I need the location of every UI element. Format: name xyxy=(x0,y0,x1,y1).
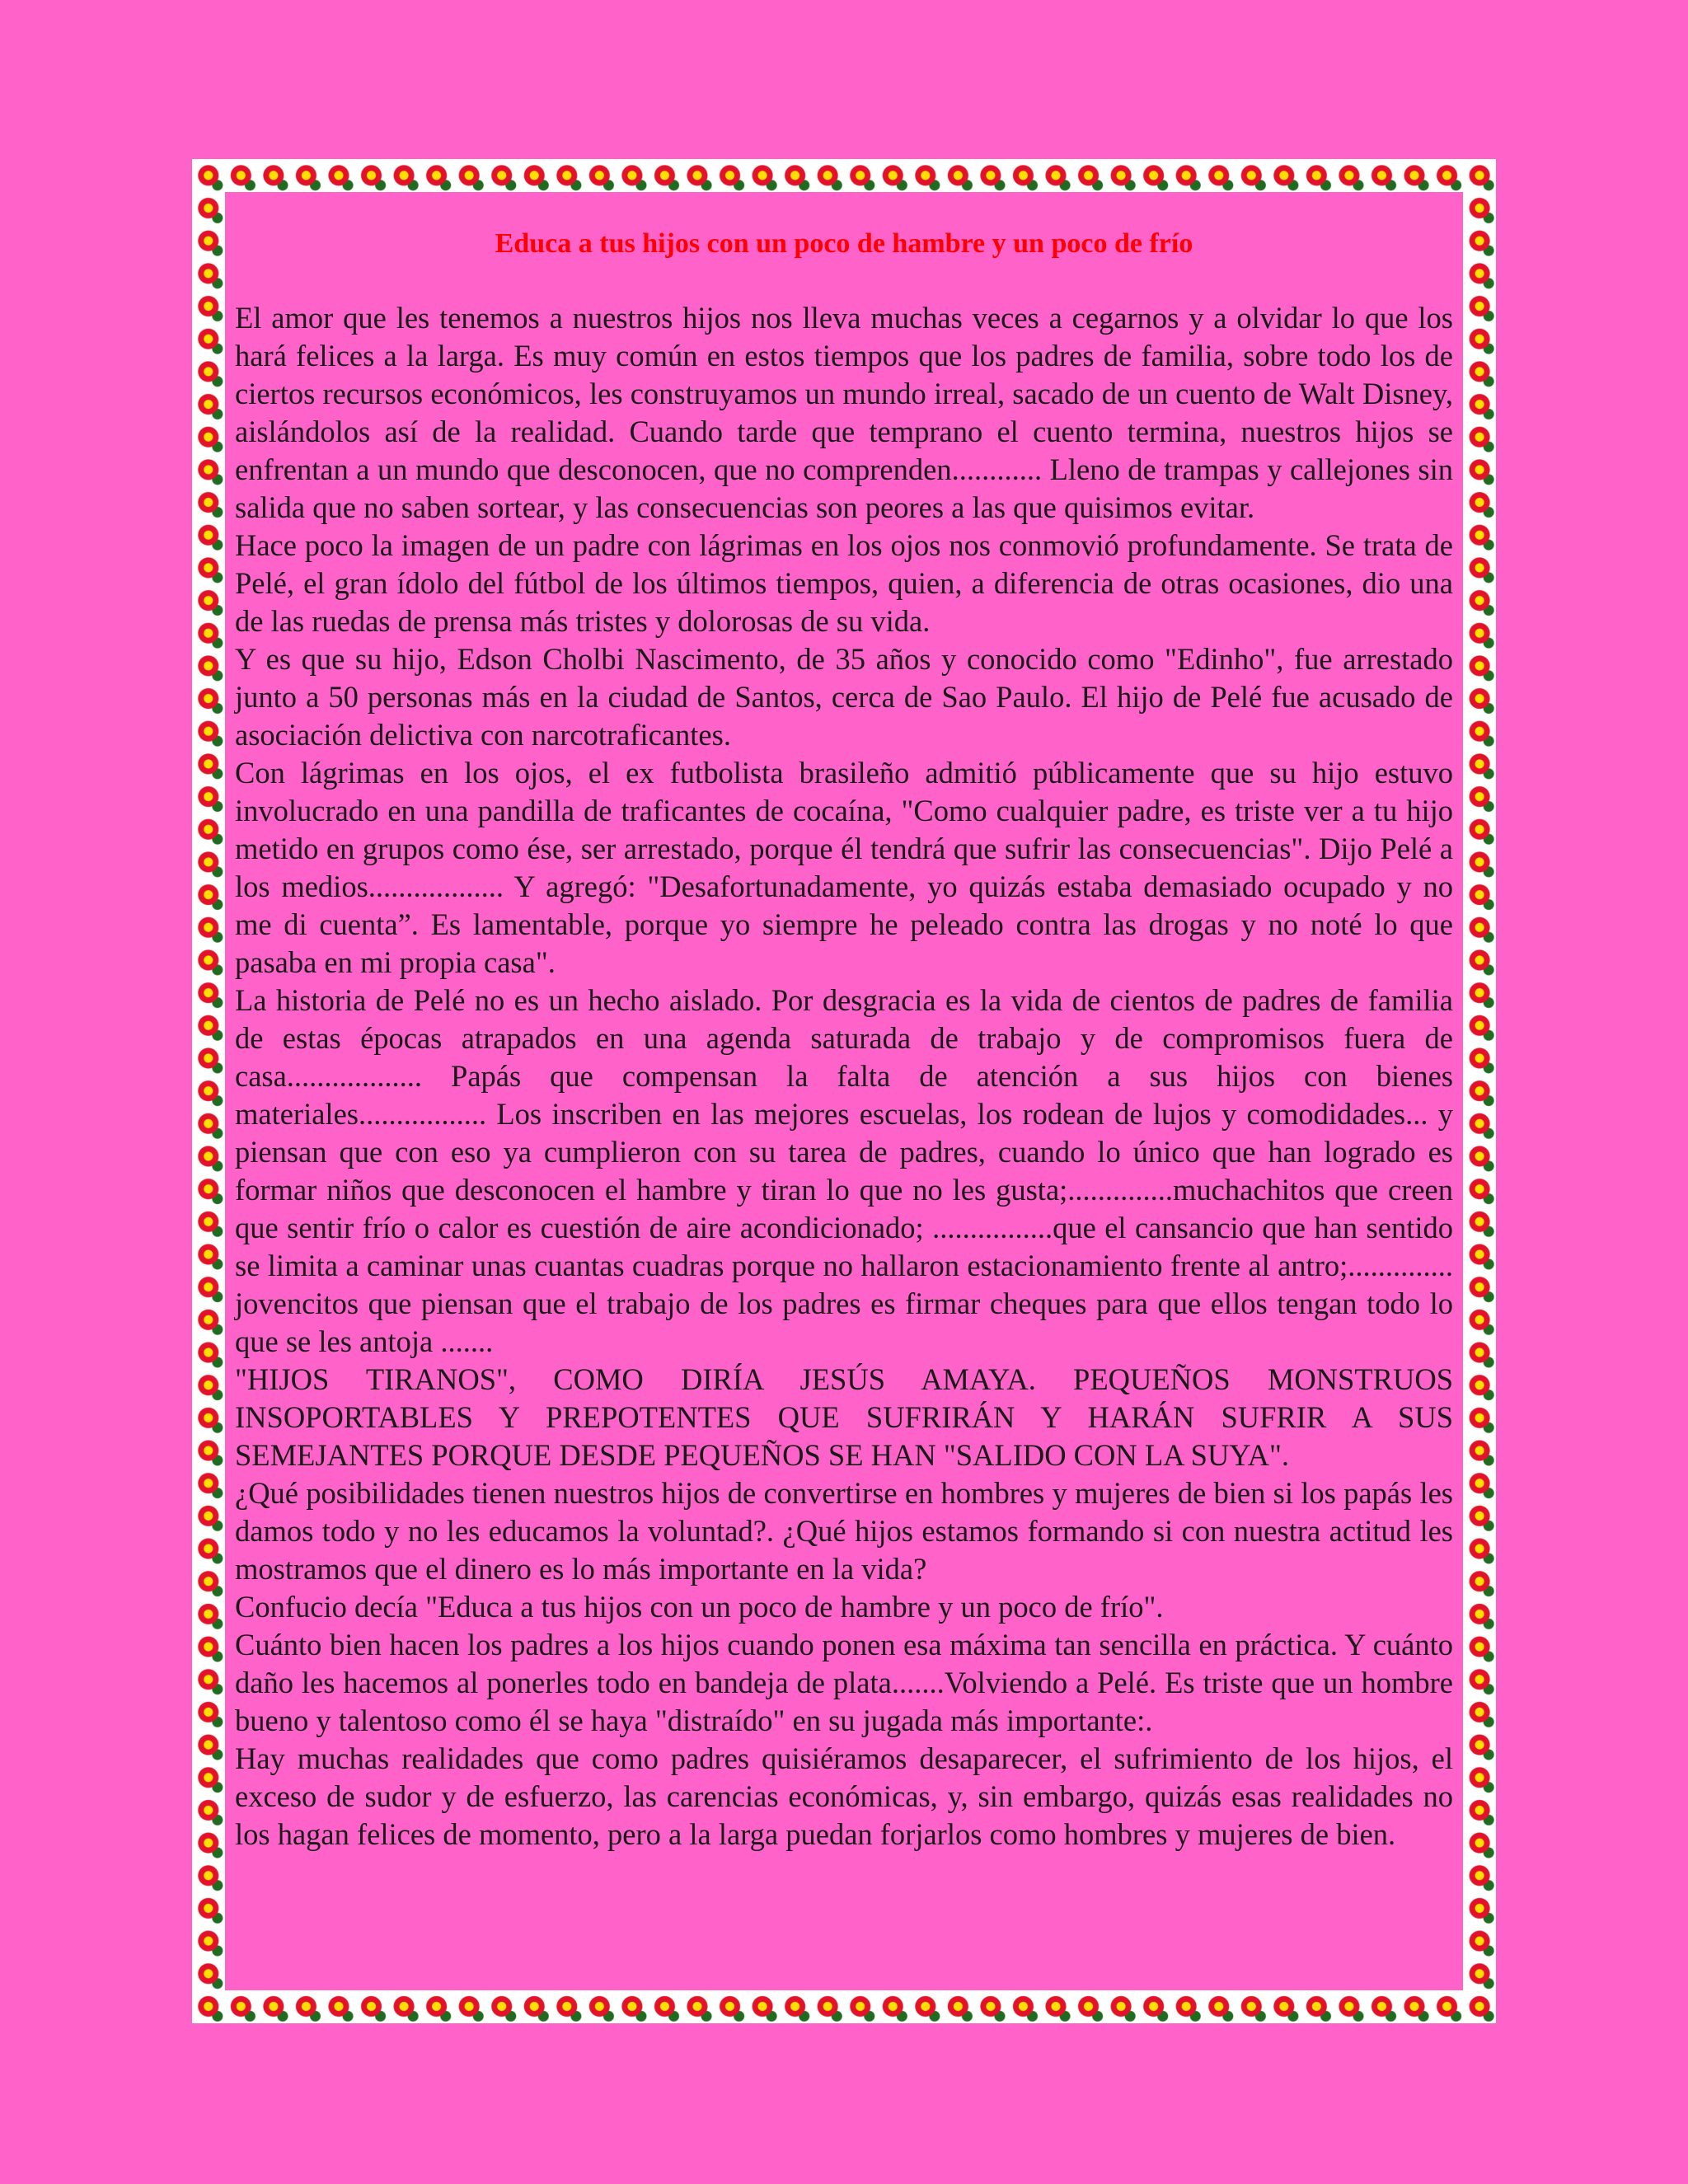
paragraph-10: Hay muchas realidades que como padres quisiéramos desaparecer, el sufrimiento de los hijos, el exceso de sudor y de esfuerzo, las carencias económicas, y, sin embargo, quizás esas realidades no los hagan felices de momento, pero a la larga puedan forjarlos como hombres y mujeres de bien. xyxy=(235,1741,1453,1851)
flower-border-frame xyxy=(192,159,1496,2023)
paragraph-4: Con lágrimas en los ojos, el ex futbolista brasileño admitió públicamente que su hijo estuvo involucrado en una pandilla de traficantes de cocaína, "Como cualquier padre, es triste ver a tu hijo metido en grupos como ése, ser arrestado, porque él tendrá que sufrir las consecuencias". Dijo Pelé a los medios.................. Y agregó: "Desafortunadamente, yo quizás estaba demasiado ocupado y no me di cuenta”. Es lamentable, porque yo siempre he peleado contra las drogas y no noté lo que pasaba en mi propia casa". xyxy=(235,756,1453,979)
document-body xyxy=(225,192,1463,1990)
paragraph-1: El amor que les tenemos a nuestros hijos nos lleva muchas veces a cegarnos y a olvidar lo que los hará felices a la larga. Es muy común en estos tiempos que los padres de familia, sobre todo los de ciertos recursos económicos, les construyamos un mundo irreal, sacado de un cuento de Walt Disney, aislándolos así de la realidad. Cuando tarde que temprano el cuento termina, nuestros hijos se enfrentan a un mundo que desconocen, que no comprenden............ Lleno de trampas y callejones sin salida que no saben sortear, y las consecuencias son peores a las que quisimos evitar. xyxy=(235,301,1453,524)
paragraph-3: Y es que su hijo, Edson Cholbi Nascimento, de 35 años y conocido como "Edinho", fue arrestado junto a 50 personas más en la ciudad de Santos, cerca de Sao Paulo. El hijo de Pelé fue acusado de asociación delictiva con narcotraficantes. xyxy=(235,642,1453,752)
paragraph-8: Confucio decía "Educa a tus hijos con un poco de hambre y un poco de frío". xyxy=(235,1590,1164,1624)
paragraph-7: ¿Qué posibilidades tienen nuestros hijos de convertirse en hombres y mujeres de bien si los papás les damos todo y no les educamos la voluntad?. ¿Qué hijos estamos formando si con nuestra actitud les mostramos que el dinero es lo más importante en la vida? xyxy=(235,1476,1453,1586)
paragraph-6: "HIJOS TIRANOS", COMO DIRÍA JESÚS AMAYA. PEQUEÑOS MONSTRUOS INSOPORTABLES Y PREPOTENTES QUE SUFRIRÁN Y HARÁN SUFRIR A SUS SEMEJANTES PORQUE DESDE PEQUEÑOS SE HAN "SALIDO CON LA SUYA". xyxy=(235,1362,1453,1472)
paragraph-5: La historia de Pelé no es un hecho aislado. Por desgracia es la vida de cientos de padres de familia de estas épocas atrapados en una agenda saturada de trabajo y de compromisos fuera de casa.................. Papás que compensan la falta de atención a sus hijos con bienes materiales................. Los inscriben en las mejores escuelas, los rodean de lujos y comodidades... y piensan que con eso ya cumplieron con su tarea de padres, cuando lo único que han logrado es formar niños que desconocen el hambre y tiran lo que no les gusta;..............muchachitos que creen que sentir frío o calor es cuestión de aire acondicionado; ................que el cansancio que han sentido se limita a caminar unas cuantas cuadras porque no hallaron estacionamiento frente al antro;.............. jovencitos que piensan que el trabajo de los padres es firmar cheques para que ellos tengan todo lo que se les antoja ....... xyxy=(235,983,1453,1358)
paragraph-2: Hace poco la imagen de un padre con lágrimas en los ojos nos conmovió profundamente. Se trata de Pelé, el gran ídolo del fútbol de los últimos tiempos, quien, a diferencia de otras ocasiones, dio una de las ruedas de prensa más tristes y dolorosas de su vida. xyxy=(235,528,1453,638)
paragraph-9: Cuánto bien hacen los padres a los hijos cuando ponen esa máxima tan sencilla en práctica. Y cuánto daño les hacemos al ponerles todo en bandeja de plata.......Volviendo a Pelé. Es triste que un hombre bueno y talentoso como él se haya "distraído" en su jugada más importante:. xyxy=(235,1628,1453,1737)
document-title: Educa a tus hijos con un poco de hambre y un poco de frío xyxy=(495,228,1193,259)
